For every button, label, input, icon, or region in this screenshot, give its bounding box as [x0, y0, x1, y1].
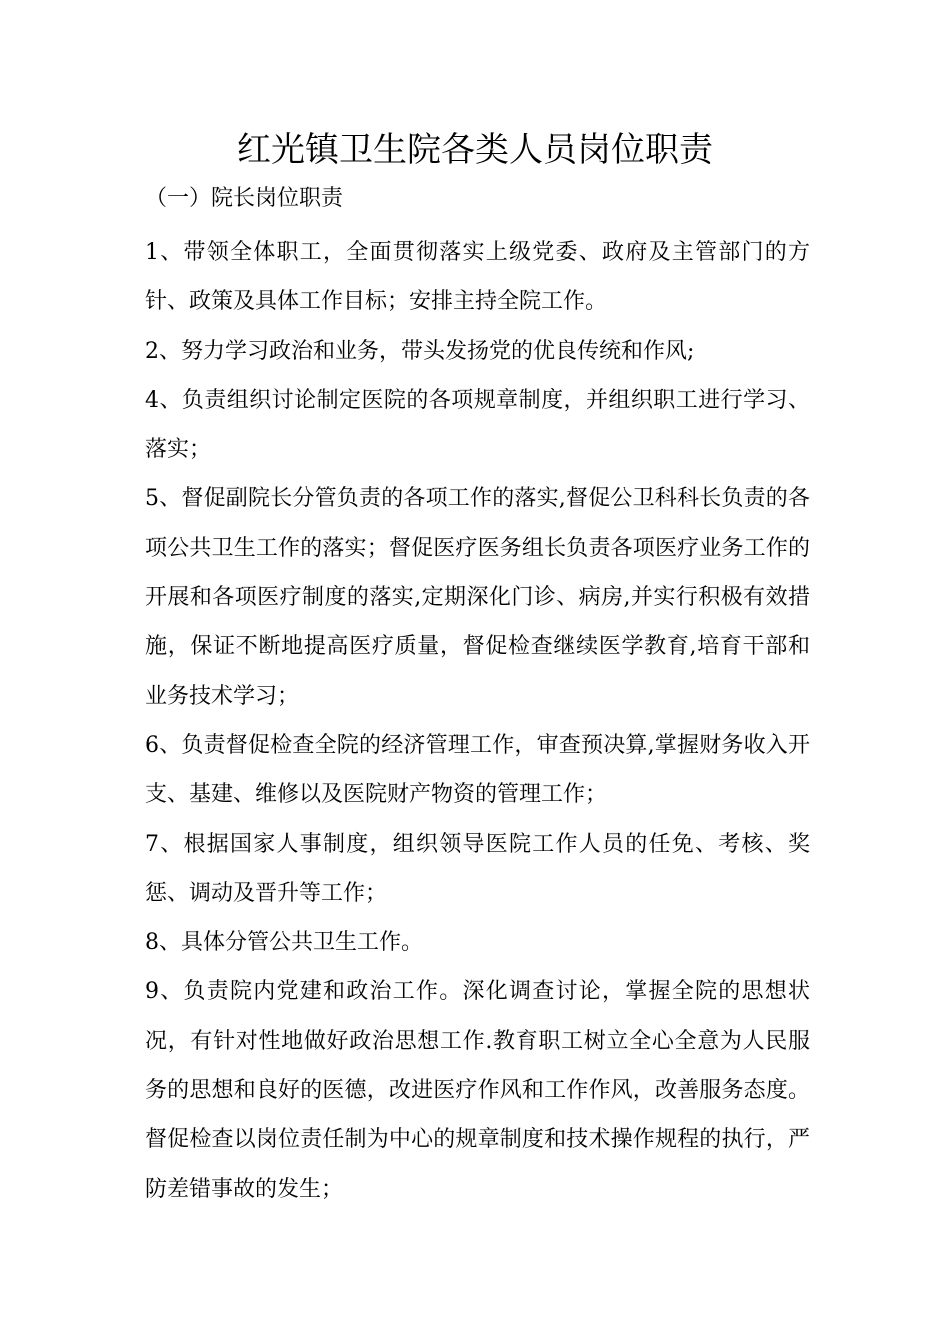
paragraph-6: 6、负责督促检查全院的经济管理工作，审查预决算,掌握财务收入开支、基建、维修以及医院财产物资的管理工作； [145, 732, 810, 808]
paragraph-7: 7、根据国家人事制度，组织领导医院工作人员的任免、考核、奖惩、调动及晋升等工作； [145, 831, 810, 906]
paragraph-8: 8、具体分管公共卫生工作。 [145, 930, 423, 956]
section-heading: （一）院长岗位职责 [145, 186, 344, 211]
document-body [145, 228, 810, 1214]
paragraph-4: 4、负责组织讨论制定医院的各项规章制度，并组织职工进行学习、落实； [145, 387, 810, 463]
document-title: 红光镇卫生院各类人员岗位职责 [237, 130, 713, 170]
paragraph-1: 1、带领全体职工，全面贯彻落实上级党委、政府及主管部门的方针、政策及具体工作目标；安排主持全院工作。 [145, 240, 810, 315]
paragraph-2: 2、努力学习政治和业务，带头发扬党的优良传统和作风; [145, 338, 695, 364]
paragraph-9: 9、负责院内党建和政治工作。深化调查讨论，掌握全院的思想状况，有针对性地做好政治思想工作.教育职工树立全心全意为人民服务的思想和良好的医德，改进医疗作风和工作作风，改善服务态度。督促检查以岗位责任制为中心的规章制度和技术操作规程的执行，严防差错事故的发生； [145, 979, 810, 1202]
paragraph-5: 5、督促副院长分管负责的各项工作的落实,督促公卫科科长负责的各项公共卫生工作的落实；督促医疗医务组长负责各项医疗业务工作的开展和各项医疗制度的落实,定期深化门诊、病房,并实行积极有效措施，保证不断地提高医疗质量，督促检查继续医学教育,培育干部和业务技术学习； [145, 486, 810, 709]
